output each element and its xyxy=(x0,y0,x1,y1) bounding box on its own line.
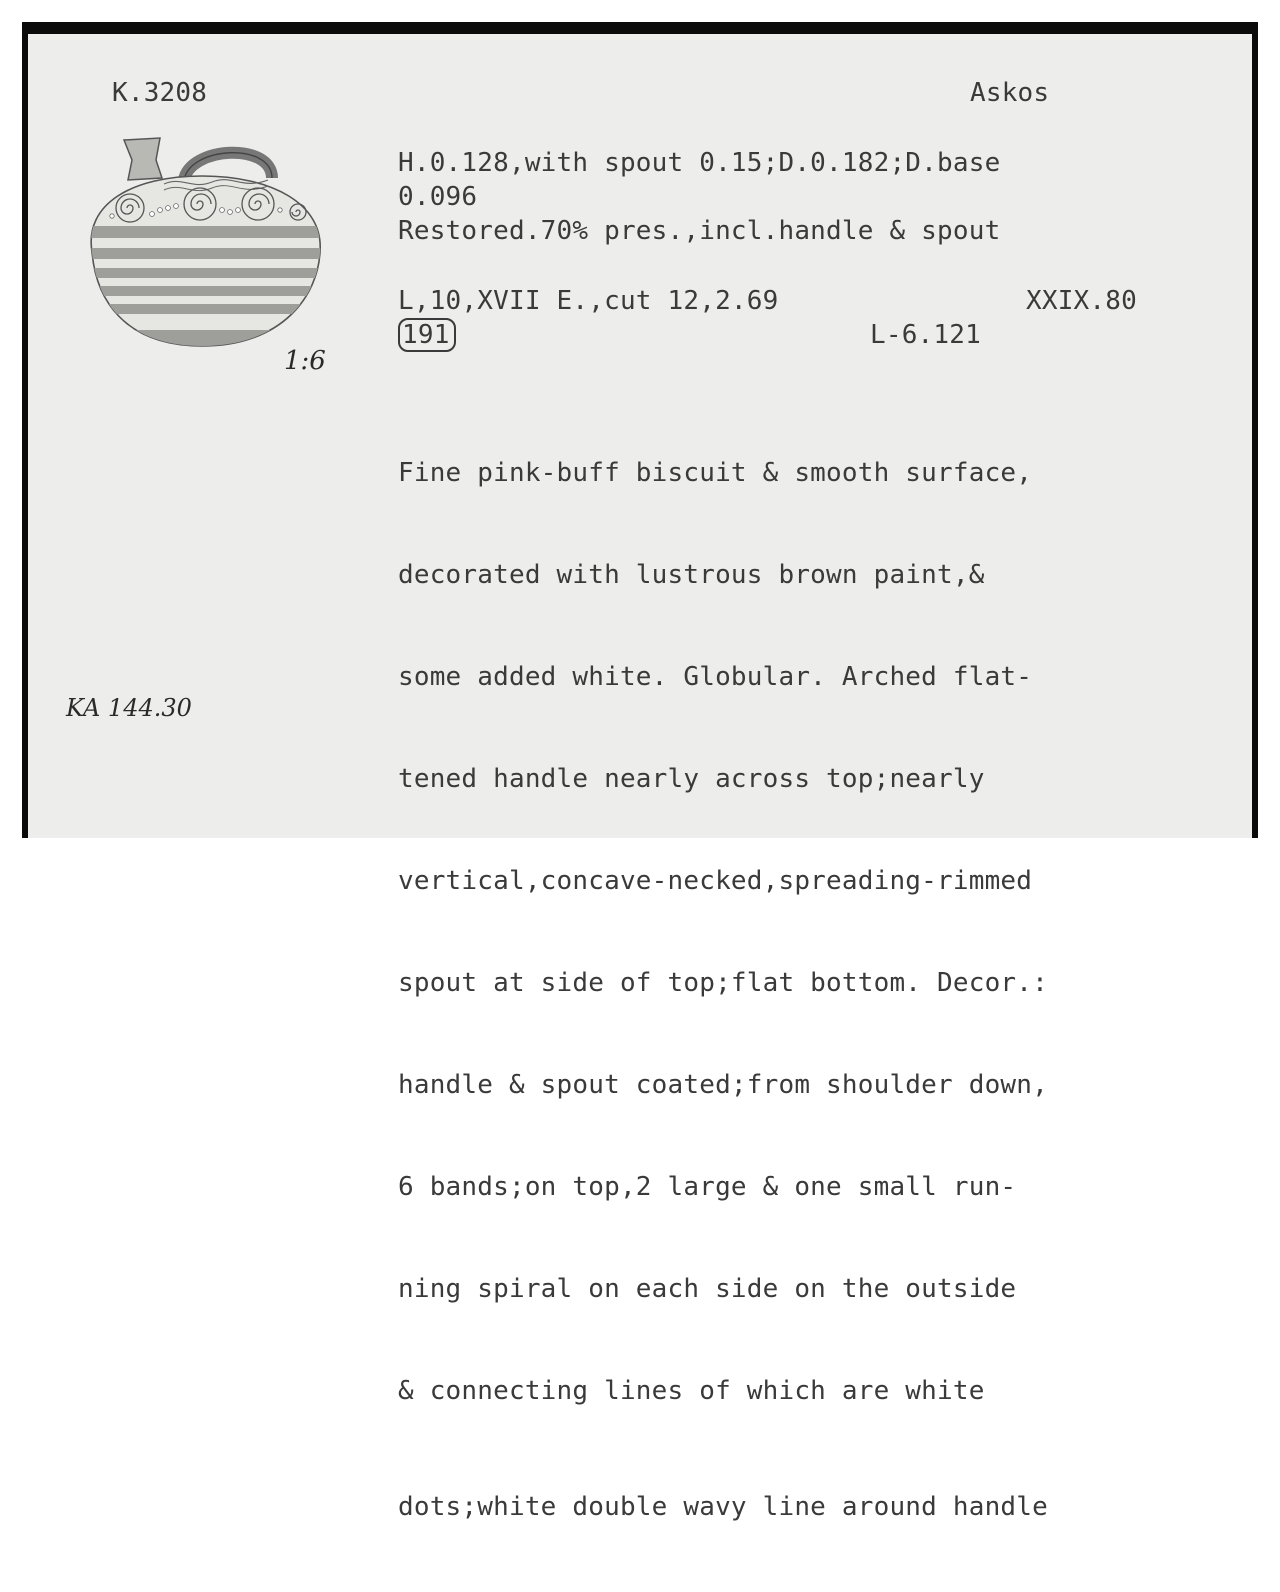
inventory-handwritten: KA 144.30 xyxy=(66,694,192,722)
catalog-card xyxy=(28,34,1252,1522)
object-type: Askos xyxy=(970,78,1050,108)
catalog-number: K.3208 xyxy=(112,78,208,108)
description-line: dots;white double wavy line around handle xyxy=(398,1492,1048,1522)
description-line: tened handle nearly across top;nearly xyxy=(398,764,985,794)
plate-reference: XXIX.80 xyxy=(1026,286,1137,316)
description-line: & connecting lines of which are white xyxy=(398,1376,985,1406)
findspot: L,10,XVII E.,cut 12,2.69 xyxy=(398,286,779,316)
description-line: 6 bands;on top,2 large & one small run- xyxy=(398,1172,1017,1202)
description-line: spout at side of top;flat bottom. Decor.: xyxy=(398,968,1048,998)
description-line: Fine pink-buff biscuit & smooth surface, xyxy=(398,458,1033,488)
dimensions-line-1: H.0.128,with spout 0.15;D.0.182;D.base xyxy=(398,148,1001,178)
circled-number: 191 xyxy=(398,318,456,352)
sketch-scale: 1:6 xyxy=(284,346,326,376)
description-line: some added white. Globular. Arched flat- xyxy=(398,662,1033,692)
preservation-note: Restored.70% pres.,incl.handle & spout xyxy=(398,216,1001,246)
scan-border-right xyxy=(1252,22,1258,838)
description-line: vertical,concave-necked,spreading-rimmed xyxy=(398,866,1033,896)
dimensions-line-2: 0.096 xyxy=(398,182,478,212)
description-line: ning spiral on each side on the outside xyxy=(398,1274,1017,1304)
askos-sketch xyxy=(72,134,332,364)
circled-number-wrap xyxy=(398,318,456,352)
description xyxy=(398,388,1048,1592)
description-line: decorated with lustrous brown paint,& xyxy=(398,560,985,590)
description-line: handle & spout coated;from shoulder down, xyxy=(398,1070,1048,1100)
l-number: L-6.121 xyxy=(870,320,981,350)
